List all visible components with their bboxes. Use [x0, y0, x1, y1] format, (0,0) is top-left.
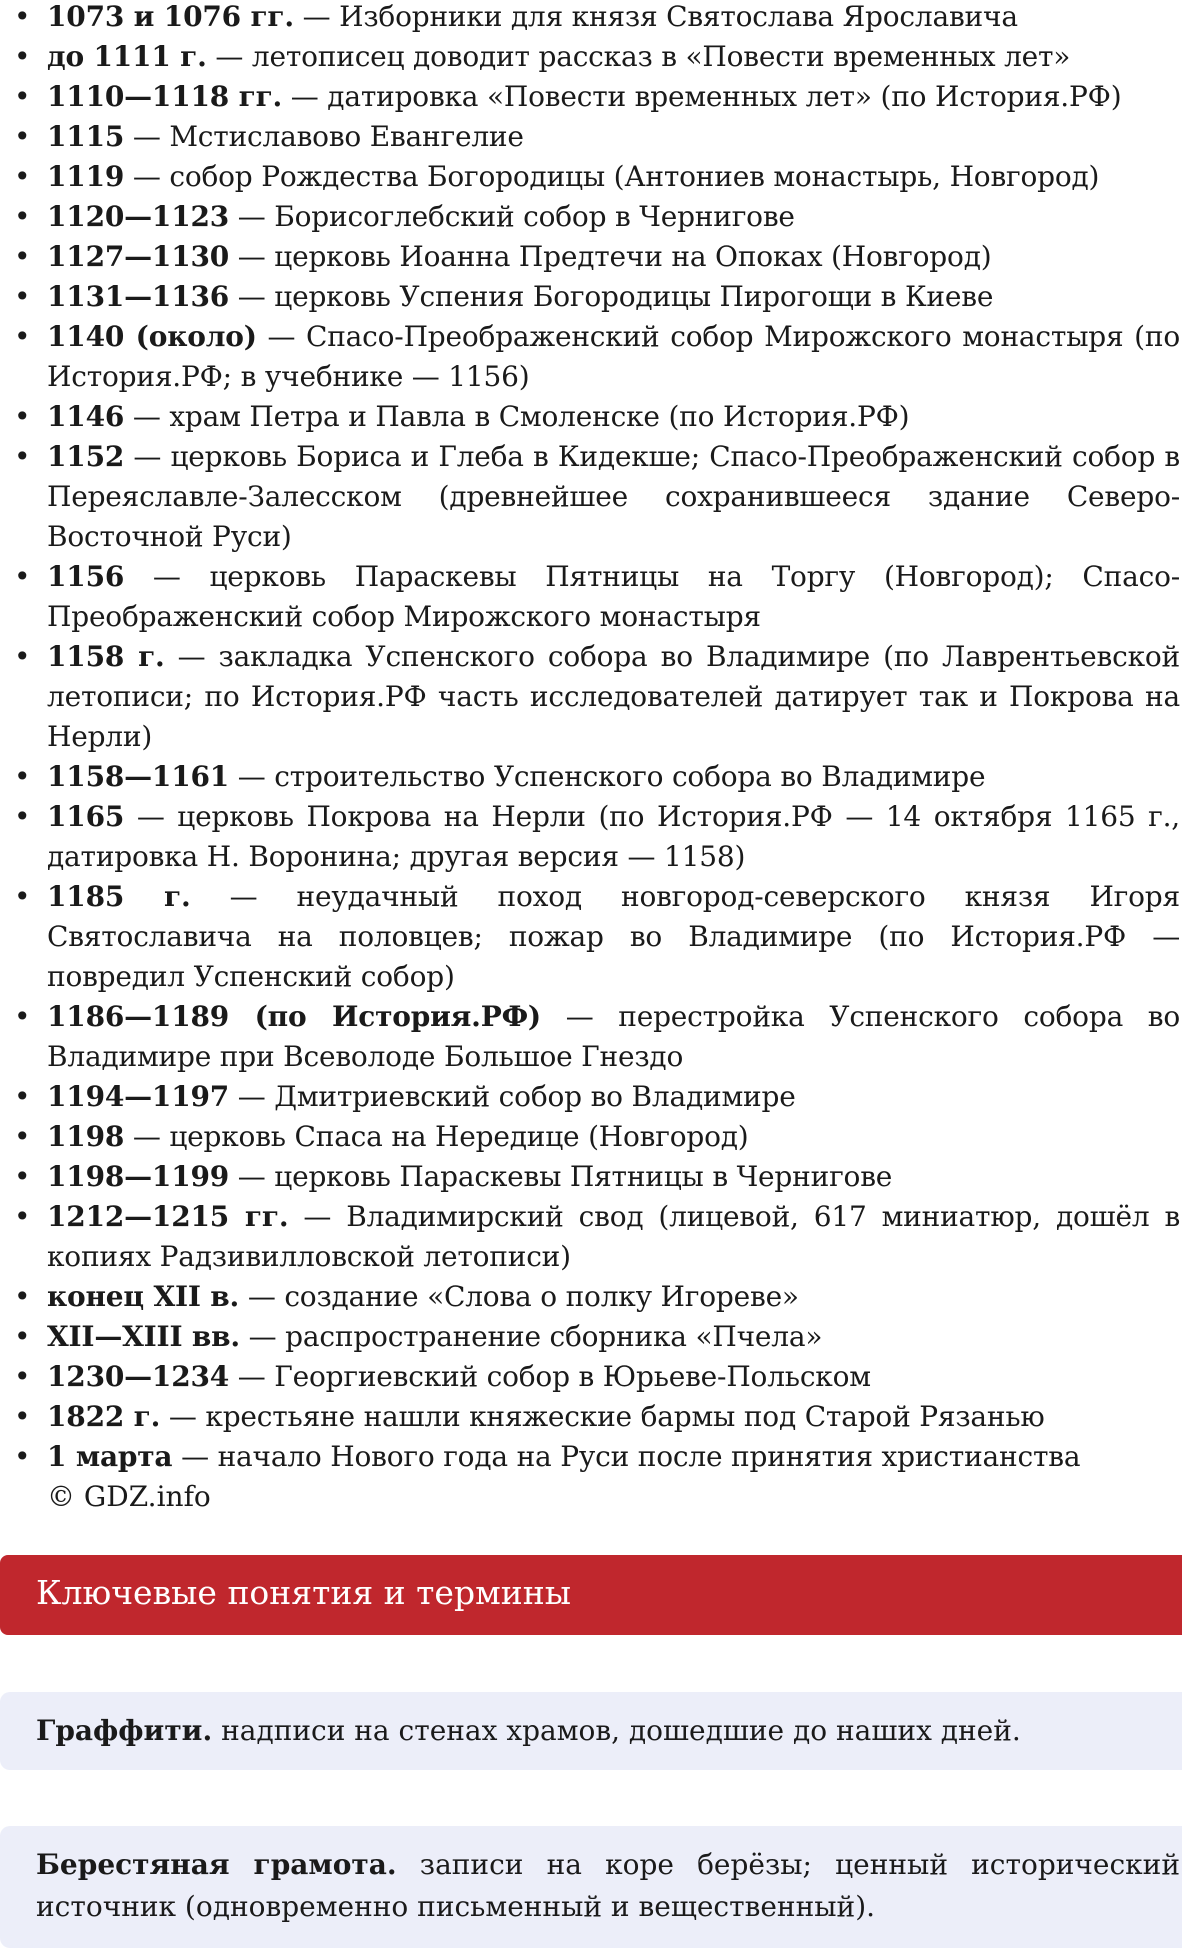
- timeline-text: — церковь Параскевы Пятницы на Торгу (Новгород); Спасо-Преображенский собор Мирожского монастыря: [47, 560, 1180, 633]
- bullet: •: [14, 400, 31, 433]
- timeline-date: 1152: [47, 440, 125, 473]
- timeline-date: 1119: [47, 160, 125, 193]
- timeline-item: [12, 757, 1180, 797]
- timeline-date: 1230—1234: [47, 1360, 230, 1393]
- bullet: •: [14, 560, 31, 593]
- timeline-text: — датировка «Повести временных лет» (по История.РФ): [282, 80, 1122, 113]
- timeline-date: 1212—1215 гг.: [47, 1200, 289, 1233]
- timeline-date: 1186—1189 (по История.РФ): [47, 1000, 541, 1033]
- term-card: [0, 1692, 1182, 1770]
- timeline-item: [12, 37, 1180, 77]
- timeline-item: [12, 397, 1180, 437]
- timeline-date: 1073 и 1076 гг.: [47, 0, 294, 33]
- timeline-item: [12, 197, 1180, 237]
- timeline-date: 1146: [47, 400, 125, 433]
- timeline-date: 1110—1118 гг.: [47, 80, 283, 113]
- bullet: •: [14, 200, 31, 233]
- timeline-date: 1115: [47, 120, 125, 153]
- bullet: •: [14, 280, 31, 313]
- timeline-item: [12, 1437, 1180, 1477]
- bullet: •: [14, 640, 31, 673]
- timeline-text: — начало Нового года на Руси после принятия христианства: [172, 1440, 1081, 1473]
- term-name: Граффити.: [36, 1714, 213, 1747]
- bullet: •: [14, 760, 31, 793]
- timeline-text: — собор Рождества Богородицы (Антониев монастырь, Новгород): [124, 160, 1100, 193]
- timeline-text: — церковь Параскевы Пятницы в Чернигове: [229, 1160, 893, 1193]
- bullet: •: [14, 1120, 31, 1153]
- section-header: [0, 1555, 1182, 1635]
- timeline-text: — летописец доводит рассказ в «Повести временных лет»: [206, 40, 1071, 73]
- timeline-text: — Георгиевский собор в Юрьеве-Польском: [229, 1360, 871, 1393]
- timeline-date: 1140 (около): [47, 320, 257, 353]
- timeline-text: — Спасо-Преображенский собор Мирожского монастыря (по История.РФ; в учебнике — 1156): [47, 320, 1181, 393]
- timeline-date: 1198: [47, 1120, 125, 1153]
- timeline-text: — Владимирский свод (лицевой, 617 миниатюр, дошёл в копиях Радзивилловской летописи): [47, 1200, 1181, 1273]
- bullet: •: [14, 1280, 31, 1313]
- bullet: •: [14, 1440, 31, 1473]
- timeline-item: [12, 77, 1180, 117]
- timeline-item: [12, 1077, 1180, 1117]
- bullet: •: [14, 1200, 31, 1233]
- bullet: •: [14, 1160, 31, 1193]
- timeline-date: 1156: [47, 560, 125, 593]
- timeline-date: 1158 г.: [47, 640, 165, 673]
- term-definition: записи на коре берёзы; ценный исторический источник (одновременно письменный и вещественный).: [36, 1848, 1180, 1923]
- timeline-text: — закладка Успенского собора во Владимире (по Лаврентьевской летописи; по История.РФ часть исследователей датирует так и Покрова на Нерли): [47, 640, 1180, 753]
- timeline-text: — церковь Бориса и Глеба в Кидекше; Спасо-Преображенский собор в Переяславле-Залесском (древнейшее сохранившееся здание Северо-Восточной Руси): [47, 440, 1180, 553]
- timeline-text: — церковь Спаса на Нередице (Новгород): [124, 1120, 749, 1153]
- timeline-text: — крестьяне нашли княжеские бармы под Старой Рязанью: [160, 1400, 1045, 1433]
- timeline-date: 1131—1136: [47, 280, 230, 313]
- term-name: Берестяная грамота.: [36, 1848, 397, 1881]
- timeline-date: 1120—1123: [47, 200, 230, 233]
- bullet: •: [14, 1080, 31, 1113]
- timeline-date: 1198—1199: [47, 1160, 230, 1193]
- bullet: •: [14, 1400, 31, 1433]
- timeline-item: [12, 877, 1180, 997]
- timeline-text: — Дмитриевский собор во Владимире: [229, 1080, 796, 1113]
- timeline-item: [12, 0, 1180, 37]
- bullet: •: [14, 800, 31, 833]
- bullet: •: [14, 1320, 31, 1353]
- timeline-item: [12, 117, 1180, 157]
- timeline-item: [12, 1197, 1180, 1277]
- timeline-date: конец XII в.: [47, 1280, 240, 1313]
- timeline-item: [12, 1357, 1180, 1397]
- timeline-item: [12, 237, 1180, 277]
- timeline-item: [12, 157, 1180, 197]
- timeline-text: — Изборники для князя Святослава Ярославича: [293, 0, 1018, 33]
- timeline-list: [12, 0, 1180, 1517]
- bullet: •: [14, 880, 31, 913]
- timeline-date: 1822 г.: [47, 1400, 161, 1433]
- timeline-item: [12, 437, 1180, 557]
- timeline-item: [12, 557, 1180, 637]
- timeline-item: [12, 797, 1180, 877]
- bullet: •: [14, 120, 31, 153]
- timeline-text: — распространение сборника «Пчела»: [239, 1320, 823, 1353]
- timeline-date: 1158—1161: [47, 760, 230, 793]
- timeline-text: — церковь Успения Богородицы Пирогощи в Киеве: [229, 280, 994, 313]
- timeline-date: 1165: [47, 800, 125, 833]
- timeline-text: — неудачный поход новгород-северского князя Игоря Святославича на половцев; пожар во Владимире (по История.РФ — повредил Успенский собор): [47, 880, 1180, 993]
- bullet: •: [14, 320, 31, 353]
- timeline-text: — строительство Успенского собора во Владимире: [229, 760, 986, 793]
- copyright-note: © GDZ.info: [47, 1480, 211, 1513]
- timeline-item: [12, 317, 1180, 397]
- timeline-date: XII—XIII вв.: [47, 1320, 240, 1353]
- bullet: •: [14, 1360, 31, 1393]
- timeline-item: [12, 277, 1180, 317]
- bullet: •: [14, 1000, 31, 1033]
- term-card: [0, 1826, 1182, 1948]
- timeline-text: — перестройка Успенского собора во Владимире при Всеволоде Большое Гнездо: [47, 1000, 1180, 1073]
- timeline-item: [12, 1317, 1180, 1357]
- bullet: •: [14, 0, 31, 33]
- timeline-item: [12, 1277, 1180, 1317]
- bullet: •: [14, 160, 31, 193]
- timeline-item: [12, 997, 1180, 1077]
- timeline-date: до 1111 г.: [47, 40, 207, 73]
- timeline-item: [12, 1157, 1180, 1197]
- timeline-item: [12, 1117, 1180, 1157]
- timeline-item: [12, 637, 1180, 757]
- timeline-date: 1194—1197: [47, 1080, 230, 1113]
- bullet: •: [14, 240, 31, 273]
- timeline-text: — создание «Слова о полку Игореве»: [239, 1280, 799, 1313]
- timeline-text: — храм Петра и Павла в Смоленске (по История.РФ): [124, 400, 910, 433]
- timeline-text: — церковь Покрова на Нерли (по История.РФ — 14 октября 1165 г., датировка Н. Воронина; другая версия — 1158): [47, 800, 1180, 873]
- timeline-date: 1 марта: [47, 1440, 173, 1473]
- bullet: •: [14, 40, 31, 73]
- timeline-date: 1127—1130: [47, 240, 230, 273]
- section-title: Ключевые понятия и термины: [36, 1573, 571, 1612]
- timeline-date: 1185 г.: [47, 880, 191, 913]
- timeline-text: — церковь Иоанна Предтечи на Опоках (Новгород): [229, 240, 992, 273]
- term-definition: надписи на стенах храмов, дошедшие до наших дней.: [212, 1714, 1021, 1747]
- timeline-item: [12, 1397, 1180, 1437]
- timeline-text: — Мстиславово Евангелие: [124, 120, 524, 153]
- bullet: •: [14, 80, 31, 113]
- timeline-text: — Борисоглебский собор в Чернигове: [229, 200, 795, 233]
- bullet: •: [14, 440, 31, 473]
